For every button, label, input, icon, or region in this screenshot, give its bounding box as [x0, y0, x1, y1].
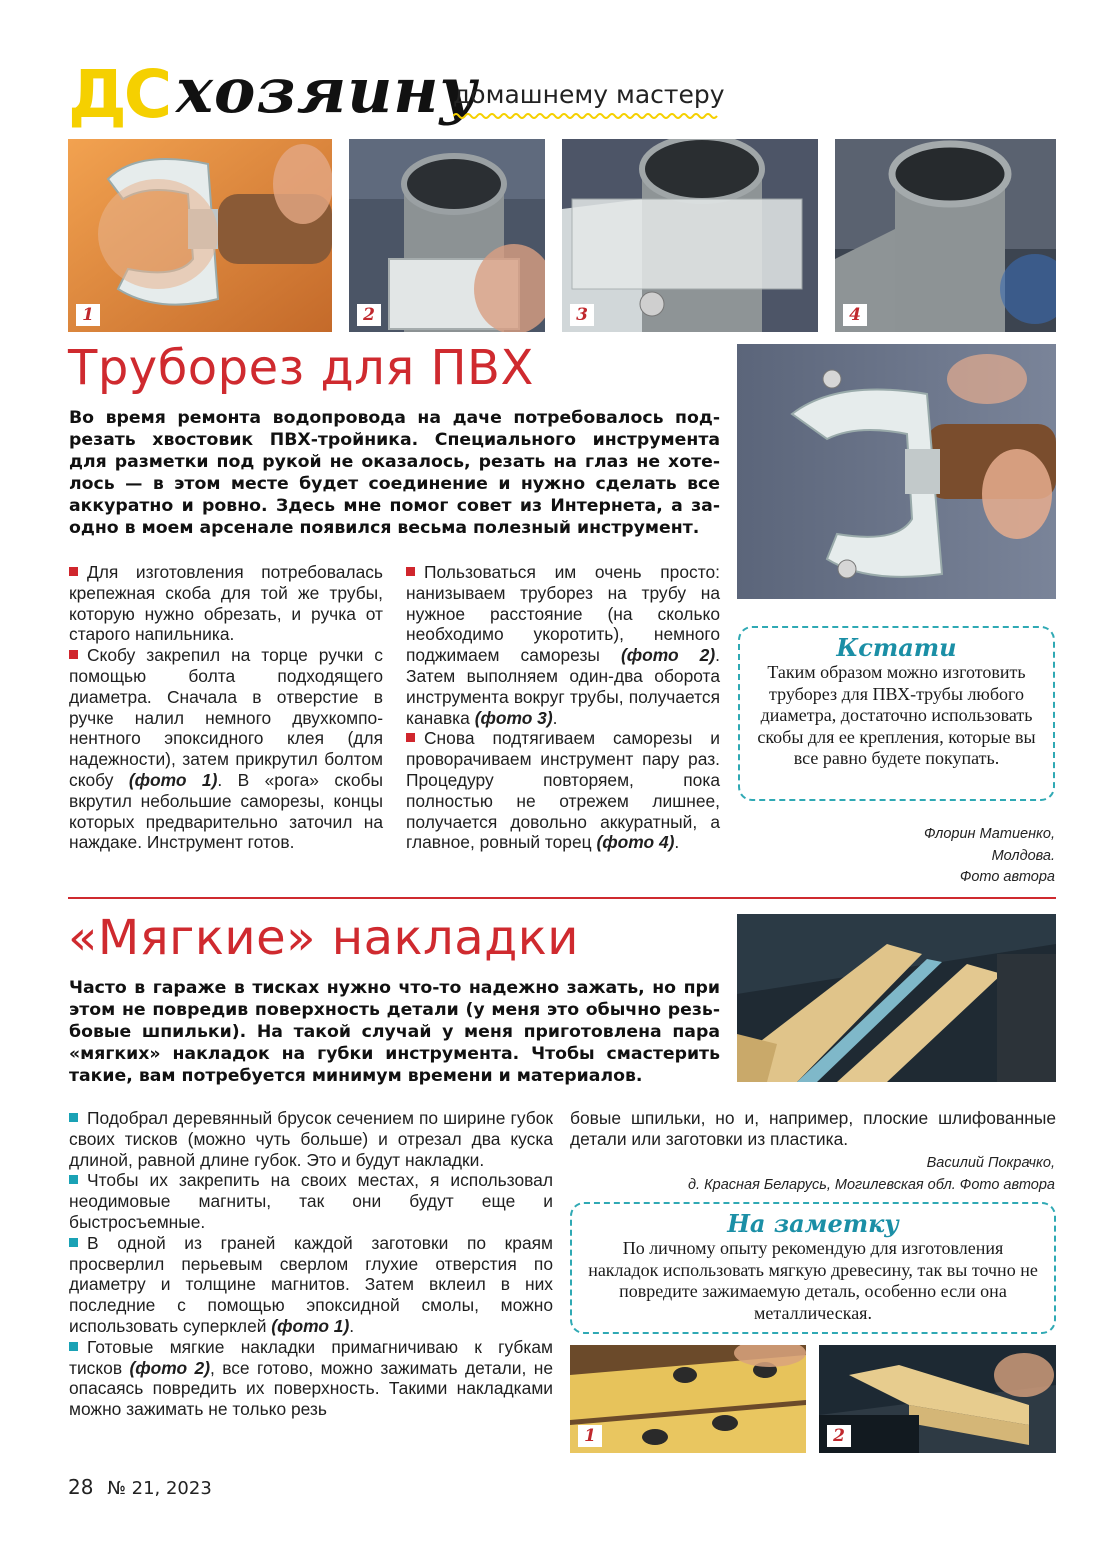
photo-4-cut-pipe-end — [835, 139, 1056, 332]
article-1-credit — [735, 824, 1055, 889]
paragraph: бовые шпильки, но и, например, плоские шлифованные детали или заготовки из пластика. — [570, 1108, 1056, 1149]
photo-number: 1 — [76, 304, 100, 326]
bullet-square-icon — [69, 1238, 78, 1247]
article-1-column-1 — [69, 562, 383, 853]
photo-2-pads-on-vise — [819, 1345, 1056, 1453]
article-2-credit — [569, 1153, 1055, 1196]
article-1-column-2 — [406, 562, 720, 853]
issue-number: № 21, 2023 — [107, 1478, 212, 1499]
photo-soft-jaw-pads — [737, 914, 1056, 1082]
article-1-lead: Во время ремонта водопровода на даче потребовалось подрезать хвостовик ПВХ-тройника. Специального инструмента для разметки под рукой не оказалось, резать на глаз не хотелось — в этом месте будет соединение и нужно сделать все аккуратно и ровно. Здесь мне помог совет из Интернета, а заодно в моем арсенале появился весьма полезный инструмент. — [69, 408, 720, 538]
photo-reference: (фото 3) — [474, 707, 553, 728]
article-2-title: «Мягкие» накладки — [68, 910, 579, 966]
article-2-lead: Часто в гараже в тисках нужно что-то надежно зажать, но при этом не повредив поверхность детали (у меня это обычно резьбовые шпильки). На такой случай у меня приготовлена пара «мягких» накладок на губки инструмента. Чтобы смастерить такие, вам потребуется минимум времени и материалов. — [69, 978, 720, 1086]
paragraph: Готовые мягкие накладки примагничиваю к губкам тисков (фото 2), все готово, можно зажимать детали, не опасаясь повредить их поверхность. Такими накладками можно зажимать не только резь — [69, 1336, 553, 1420]
author-name: Флорин Матиенко, — [923, 826, 1055, 842]
photo-3-cutting-groove — [562, 139, 818, 332]
tip-box-text: По личному опыту рекомендую для изготовления накладок использовать мягкую древесину, так вы точно не повредите зажимаемую деталь, особенно если она металлическая. — [588, 1238, 1038, 1323]
photo-number: 2 — [827, 1425, 851, 1447]
bullet-square-icon — [69, 1113, 78, 1122]
section-subtitle: домашнему мастеру — [453, 80, 725, 109]
paragraph: Чтобы их закрепить на своих местах, я использовал неодимовые магниты, так они будут еще и быстросъемные. — [69, 1170, 553, 1232]
logo-text: ДС — [68, 56, 170, 133]
article-2-column-2 — [570, 1108, 1056, 1150]
photo-reference: (фото 4) — [596, 832, 675, 853]
magazine-logo — [68, 56, 170, 133]
tip-box-text: Таким образом можно изготовить труборез для ПВХ-трубы любого диаметра, достаточно использовать скобы для ее крепления, которые вы все равно будете покупать. — [757, 662, 1036, 768]
page-number: 28 — [68, 1475, 94, 1499]
photo-1-magnet-holes — [570, 1345, 806, 1453]
photo-credit: Фото автора — [959, 869, 1055, 885]
bullet-square-icon — [406, 567, 415, 576]
bullet-square-icon — [406, 733, 415, 742]
tip-box-title: На заметку — [727, 1209, 899, 1238]
paragraph: Снова подтягиваем саморезы и проворачиваем инструмент пару раз. Процедуру повторяем, пока полностью не отрежем лишнее, получается довольно аккуратный, а главное, ровный торец (фото 4). — [406, 728, 720, 853]
photo-number: 1 — [578, 1425, 602, 1447]
section-title: хозяину — [176, 54, 478, 127]
article-2-column-1 — [69, 1108, 553, 1420]
bullet-square-icon — [69, 1175, 78, 1184]
paragraph: Скобу закрепил на торце ручки с помощью болта подходящего диаметра. Сначала в отверстие в ручке налил немного двухкомпонентного эпоксидного клея (для надежности), затем прикрутил болтом скобу (фото 1). В «рога» скобы вкрутил небольшие саморезы, концы которых предварительно заточил на наждаке. Инструмент готов. — [69, 645, 383, 853]
paragraph: Пользоваться им очень просто: нанизываем труборез на трубу на нужное расстояние (на сколько необходимо укоротить), немного поджимаем саморезы (фото 2). Затем выполняем один-два оборота инструмента вокруг трубы, получается канавка (фото 3). — [406, 562, 720, 728]
photo-number: 2 — [357, 304, 381, 326]
photo-pipe-cutter-tool — [737, 344, 1056, 599]
paragraph: Подобрал деревянный брусок сечением по ширине губок своих тисков (можно чуть больше) и отрезал два куска длиной, равной длине губок. Это и будут накладки. — [69, 1108, 553, 1170]
bullet-square-icon — [69, 567, 78, 576]
photo-number: 3 — [570, 304, 594, 326]
author-place-photo-credit: д. Красная Беларусь, Могилевская обл. Фото автора — [688, 1176, 1055, 1193]
paragraph: Для изготовления потребовалась крепежная скоба для той же трубы, которую нужно обрезать, и ручка от старого напильника. — [69, 562, 383, 645]
photo-number: 4 — [843, 304, 867, 326]
photo-reference: (фото 1) — [271, 1315, 350, 1336]
section-divider — [68, 897, 1056, 899]
article-1-title: Труборез для ПВХ — [68, 340, 534, 396]
bullet-square-icon — [69, 650, 78, 659]
tip-box-title: Кстати — [836, 633, 957, 662]
paragraph: В одной из граней каждой заготовки по краям просверлил перьевым сверлом глухие отверстия по диаметру и толщине магнитов. Затем вклеил в них последние с помощью эпоксидной смолы, можно использовать суперклей (фото 1). — [69, 1232, 553, 1336]
author-place: Молдова. — [991, 847, 1055, 864]
author-name: Василий Покрачко, — [926, 1155, 1055, 1171]
photo-reference: (фото 1) — [128, 769, 218, 790]
photo-2-pipe-clamp — [349, 139, 545, 332]
page-footer — [68, 1475, 212, 1499]
photo-reference: (фото 2) — [620, 645, 716, 666]
subtitle-wave-decoration — [453, 112, 721, 120]
tip-box-na-zametku — [570, 1202, 1056, 1334]
tip-box-kstati — [738, 626, 1055, 801]
photo-reference: (фото 2) — [129, 1357, 210, 1378]
photo-1-clamp-on-handle — [68, 139, 332, 332]
bullet-square-icon — [69, 1342, 78, 1351]
